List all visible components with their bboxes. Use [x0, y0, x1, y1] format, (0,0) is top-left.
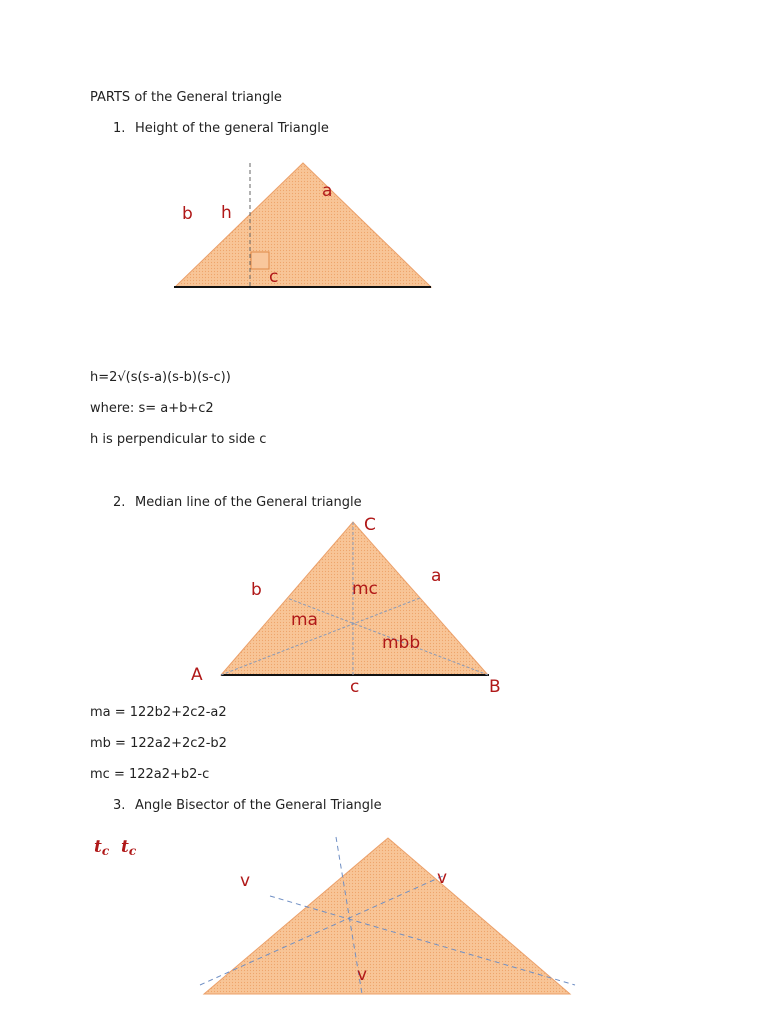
height-note: h is perpendicular to side c: [90, 432, 267, 447]
height-triangle-figure: [174, 163, 431, 287]
height-formula: h=2√(s(s-a)(s-b)(s-c)): [90, 370, 231, 385]
section-1-number: 1.: [113, 121, 126, 136]
bisector-triangle-figure: [94, 837, 575, 994]
fig2-label-B: B: [489, 677, 501, 697]
fig1-label-c: c: [269, 267, 279, 287]
tc-label-1: tc: [94, 837, 110, 858]
fig2-label-mbb: mbb: [382, 633, 421, 653]
fig2-label-c: c: [350, 677, 360, 697]
fig3-label-v2: v: [437, 868, 448, 888]
page-heading: PARTS of the General triangle: [90, 90, 282, 105]
fig2-label-A: A: [191, 665, 203, 685]
fig1-label-h: h: [221, 203, 232, 223]
fig3-label-v3: v: [357, 965, 368, 985]
section-2-number: 2.: [113, 495, 126, 510]
section-3-title: Angle Bisector of the General Triangle: [135, 798, 382, 813]
section-3-number: 3.: [113, 798, 126, 813]
fig2-label-C: C: [364, 515, 376, 535]
fig1-label-a: a: [322, 181, 333, 201]
height-triangle: [175, 163, 431, 287]
median-a-formula: ma = 122b2+2c2-a2: [90, 705, 227, 720]
median-b-formula: mb = 122a2+2c2-b2: [90, 736, 227, 751]
fig2-label-b: b: [251, 580, 262, 600]
tc-label-2: tc: [121, 837, 137, 858]
fig2-label-ma: ma: [291, 610, 318, 630]
median-triangle-figure: [191, 515, 501, 697]
median-c-formula: mc = 122a2+b2-c: [90, 767, 210, 782]
fig1-label-b: b: [182, 204, 193, 224]
section-1-title: Height of the general Triangle: [135, 121, 329, 136]
fig3-label-v1: v: [240, 871, 251, 891]
bisector-triangle: [204, 838, 570, 994]
semiperimeter-formula: where: s= a+b+c2: [90, 401, 214, 416]
fig2-label-a: a: [431, 566, 442, 586]
section-2-title: Median line of the General triangle: [135, 495, 362, 510]
right-angle-marker: [251, 252, 269, 269]
fig2-label-mc: mc: [352, 579, 378, 599]
